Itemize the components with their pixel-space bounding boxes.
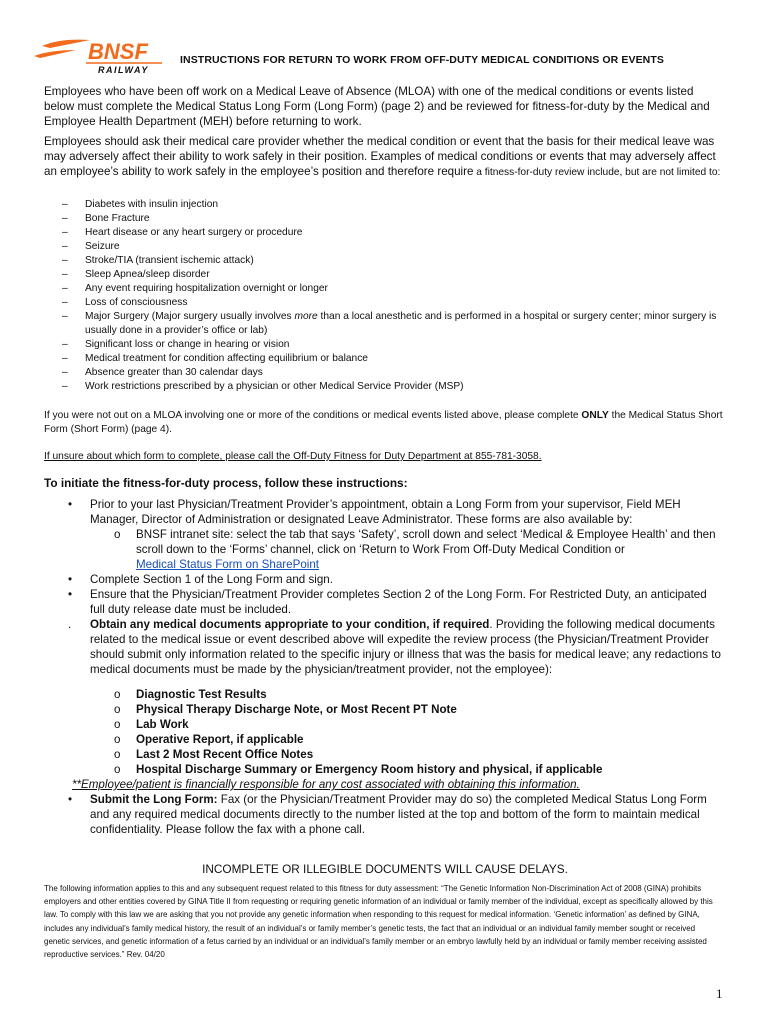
instruction-step <box>62 572 722 587</box>
condition-item-major-surgery <box>62 310 722 338</box>
condition-item: – Seizure <box>62 240 722 254</box>
sub-bullet: o <box>114 718 121 731</box>
condition-item: – Sleep Apnea/sleep disorder <box>62 268 722 282</box>
instruction-step <box>62 792 722 837</box>
sub-bullet: o <box>114 688 121 701</box>
condition-item: – Stroke/TIA (transient ischemic attack) <box>62 254 722 268</box>
sharepoint-link[interactable]: Medical Status Form on SharePoint <box>136 558 320 571</box>
instruction-step <box>62 587 722 617</box>
step-bold-text: Submit the Long Form: <box>90 793 218 806</box>
step-text: . Providing the following medical documents related to the medical issue or event described above will expedite the review process (the Physician/Treatment Provider should submit only information related to the specific injury or illness that was the basis for medical leave; any redactions to medical documents must be made by the physician/treatment provider, not the employee): <box>90 618 721 676</box>
condition-item: – Any event requiring hospitalization overnight or longer <box>62 282 722 296</box>
document-item-text: Physical Therapy Discharge Note, or Most Recent PT Note <box>136 703 457 716</box>
bullet-dot: • <box>68 573 73 586</box>
document-item <box>62 747 722 762</box>
cost-note-text: **Employee/patient is financially responsible for any cost associated with obtaining this information. <box>72 778 580 791</box>
condition-item: – Absence greater than 30 calendar days <box>62 366 722 380</box>
instruction-step <box>62 497 722 527</box>
document-item-text: Lab Work <box>136 718 189 731</box>
logo-subtitle: RAILWAY <box>98 65 149 75</box>
provider-paragraph-main: Employees should ask their medical care provider whether the medical condition or event that the basis for their medical leave was may adversely affect their ability to work safely in their position. Examples of medical conditions or events that may adversely affect an employee’s ability to work safely in the employee’s position and therefore require <box>44 135 716 178</box>
document-item <box>62 762 722 777</box>
step-text: Ensure that the Physician/Treatment Provider completes Section 2 of the Long Form. For Restricted Duty, an anticipated full duty release date must be included. <box>90 588 707 616</box>
major-surgery-text: Major Surgery (Major surgery usually involves <box>85 311 295 322</box>
sub-bullet: o <box>114 528 121 541</box>
instruction-step <box>62 617 722 677</box>
major-surgery-emphasis: more <box>294 311 318 322</box>
instruction-substep <box>62 527 722 572</box>
document-item-text: Operative Report, if applicable <box>136 733 304 746</box>
bnsf-logo-mark <box>30 32 180 76</box>
short-form-note <box>44 409 724 437</box>
step-text: Prior to your last Physician/Treatment Provider’s appointment, obtain a Long Form from your supervisor, Field MEH Manager, Director of Administration or designated Leave Administrator. These forms are also available by: <box>90 498 681 526</box>
condition-item: – Medical treatment for condition affecting equilibrium or balance <box>62 352 722 366</box>
intro-paragraph: Employees who have been off work on a Medical Leave of Absence (MLOA) with one of the medical conditions or events listed below must complete the Medical Status Long Form (Long Form) (page 2) and be reviewed for fitness-for-duty by the Medical and Employee Health Department (MEH) before returning to work. <box>44 85 710 128</box>
document-item <box>62 732 722 747</box>
short-form-note-only: ONLY <box>581 410 609 421</box>
bnsf-logo <box>30 32 180 76</box>
sub-bullet: o <box>114 703 121 716</box>
bullet-dot: . <box>68 618 72 631</box>
document-item <box>62 702 722 717</box>
condition-item: – Heart disease or any heart surgery or procedure <box>62 226 722 240</box>
sub-bullet: o <box>114 763 121 776</box>
condition-item: – Diabetes with insulin injection <box>62 198 722 212</box>
instructions-heading: To initiate the fitness-for-duty process, follow these instructions: <box>44 476 408 490</box>
gina-disclaimer: The following information applies to this and any subsequent request related to this fitness for duty assessment: “The Genetic Information Non-Discrimination Act of 2008 (GINA) prohibits employers and other entities covered by GINA Title II from requesting or requiring genetic information of an individual or family member of the individual, except as specifically allowed by this law. To comply with this law we are asking that you not provide any genetic information when responding to this request for medical information. ‘Genetic information’ as defined by GINA, includes any individual’s family medical history, the result of an individual’s or family member’s genetic tests, the fact that an individual or an individual family member sought or received genetic services, and genetic information of a fetus carried by an individual or an individual’s family member or an embryo lawfully held by an individual or family member receiving assisted reproductive services.” Rev. 04/20 <box>44 884 713 960</box>
incomplete-warning: INCOMPLETE OR ILLEGIBLE DOCUMENTS WILL CAUSE DELAYS. <box>202 862 568 876</box>
conditions-list <box>62 198 722 394</box>
short-form-note-text: If you were not out on a MLOA involving one or more of the conditions or medical events listed above, please complete <box>44 410 582 421</box>
document-item <box>62 687 722 702</box>
condition-item: – Bone Fracture <box>62 212 722 226</box>
document-item <box>62 717 722 732</box>
sub-bullet: o <box>114 748 121 761</box>
major-surgery-text-end: than a local anesthetic and is performed in a hospital or surgery center; minor surgery is usually done in a provider’s office or lab) <box>85 311 717 336</box>
bullet-dot: • <box>68 588 73 601</box>
document-item-text: Diagnostic Test Results <box>136 688 267 701</box>
condition-item: – Loss of consciousness <box>62 296 722 310</box>
logo-wordmark: BNSF <box>88 39 148 64</box>
step-text: Complete Section 1 of the Long Form and sign. <box>90 573 333 586</box>
step-text: Fax (or the Physician/Treatment Provider may do so) the completed Medical Status Long Form and any required medical documents directly to the number listed at the top and bottom of the form to maintain medical confidentiality. Please follow the fax with a phone call. <box>90 793 707 836</box>
unsure-phone-note: If unsure about which form to complete, please call the Off-Duty Fitness for Duty Department at 855-781-3058. <box>44 451 542 462</box>
substep-text: BNSF intranet site: select the tab that says ‘Safety’, scroll down and select ‘Medical & Employee Health’ and then scroll down to the ‘Forms’ channel, click on ‘Return to Work From Off-Duty Medical Condition or <box>136 528 716 556</box>
bullet-dot: • <box>68 498 73 511</box>
provider-paragraph-tail: a fitness-for-duty review include, but are not limited to: <box>473 167 721 178</box>
document-title: INSTRUCTIONS FOR RETURN TO WORK FROM OFF-DUTY MEDICAL CONDITIONS OR EVENTS <box>180 54 664 66</box>
provider-paragraph <box>44 134 724 180</box>
instructions-list <box>62 497 722 837</box>
condition-item: – Significant loss or change in hearing or vision <box>62 338 722 352</box>
document-item-text: Hospital Discharge Summary or Emergency Room history and physical, if applicable <box>136 763 603 776</box>
page-number: 1 <box>716 986 723 1001</box>
cost-note <box>62 777 722 792</box>
condition-item: – Work restrictions prescribed by a physician or other Medical Service Provider (MSP) <box>62 380 722 394</box>
sub-bullet: o <box>114 733 121 746</box>
short-form-note-end: the Medical Status Short Form (Short Form) (page 4). <box>44 410 723 435</box>
bullet-dot: • <box>68 793 73 806</box>
step-bold-text: Obtain any medical documents appropriate to your condition, if required <box>90 618 490 631</box>
document-item-text: Last 2 Most Recent Office Notes <box>136 748 314 761</box>
